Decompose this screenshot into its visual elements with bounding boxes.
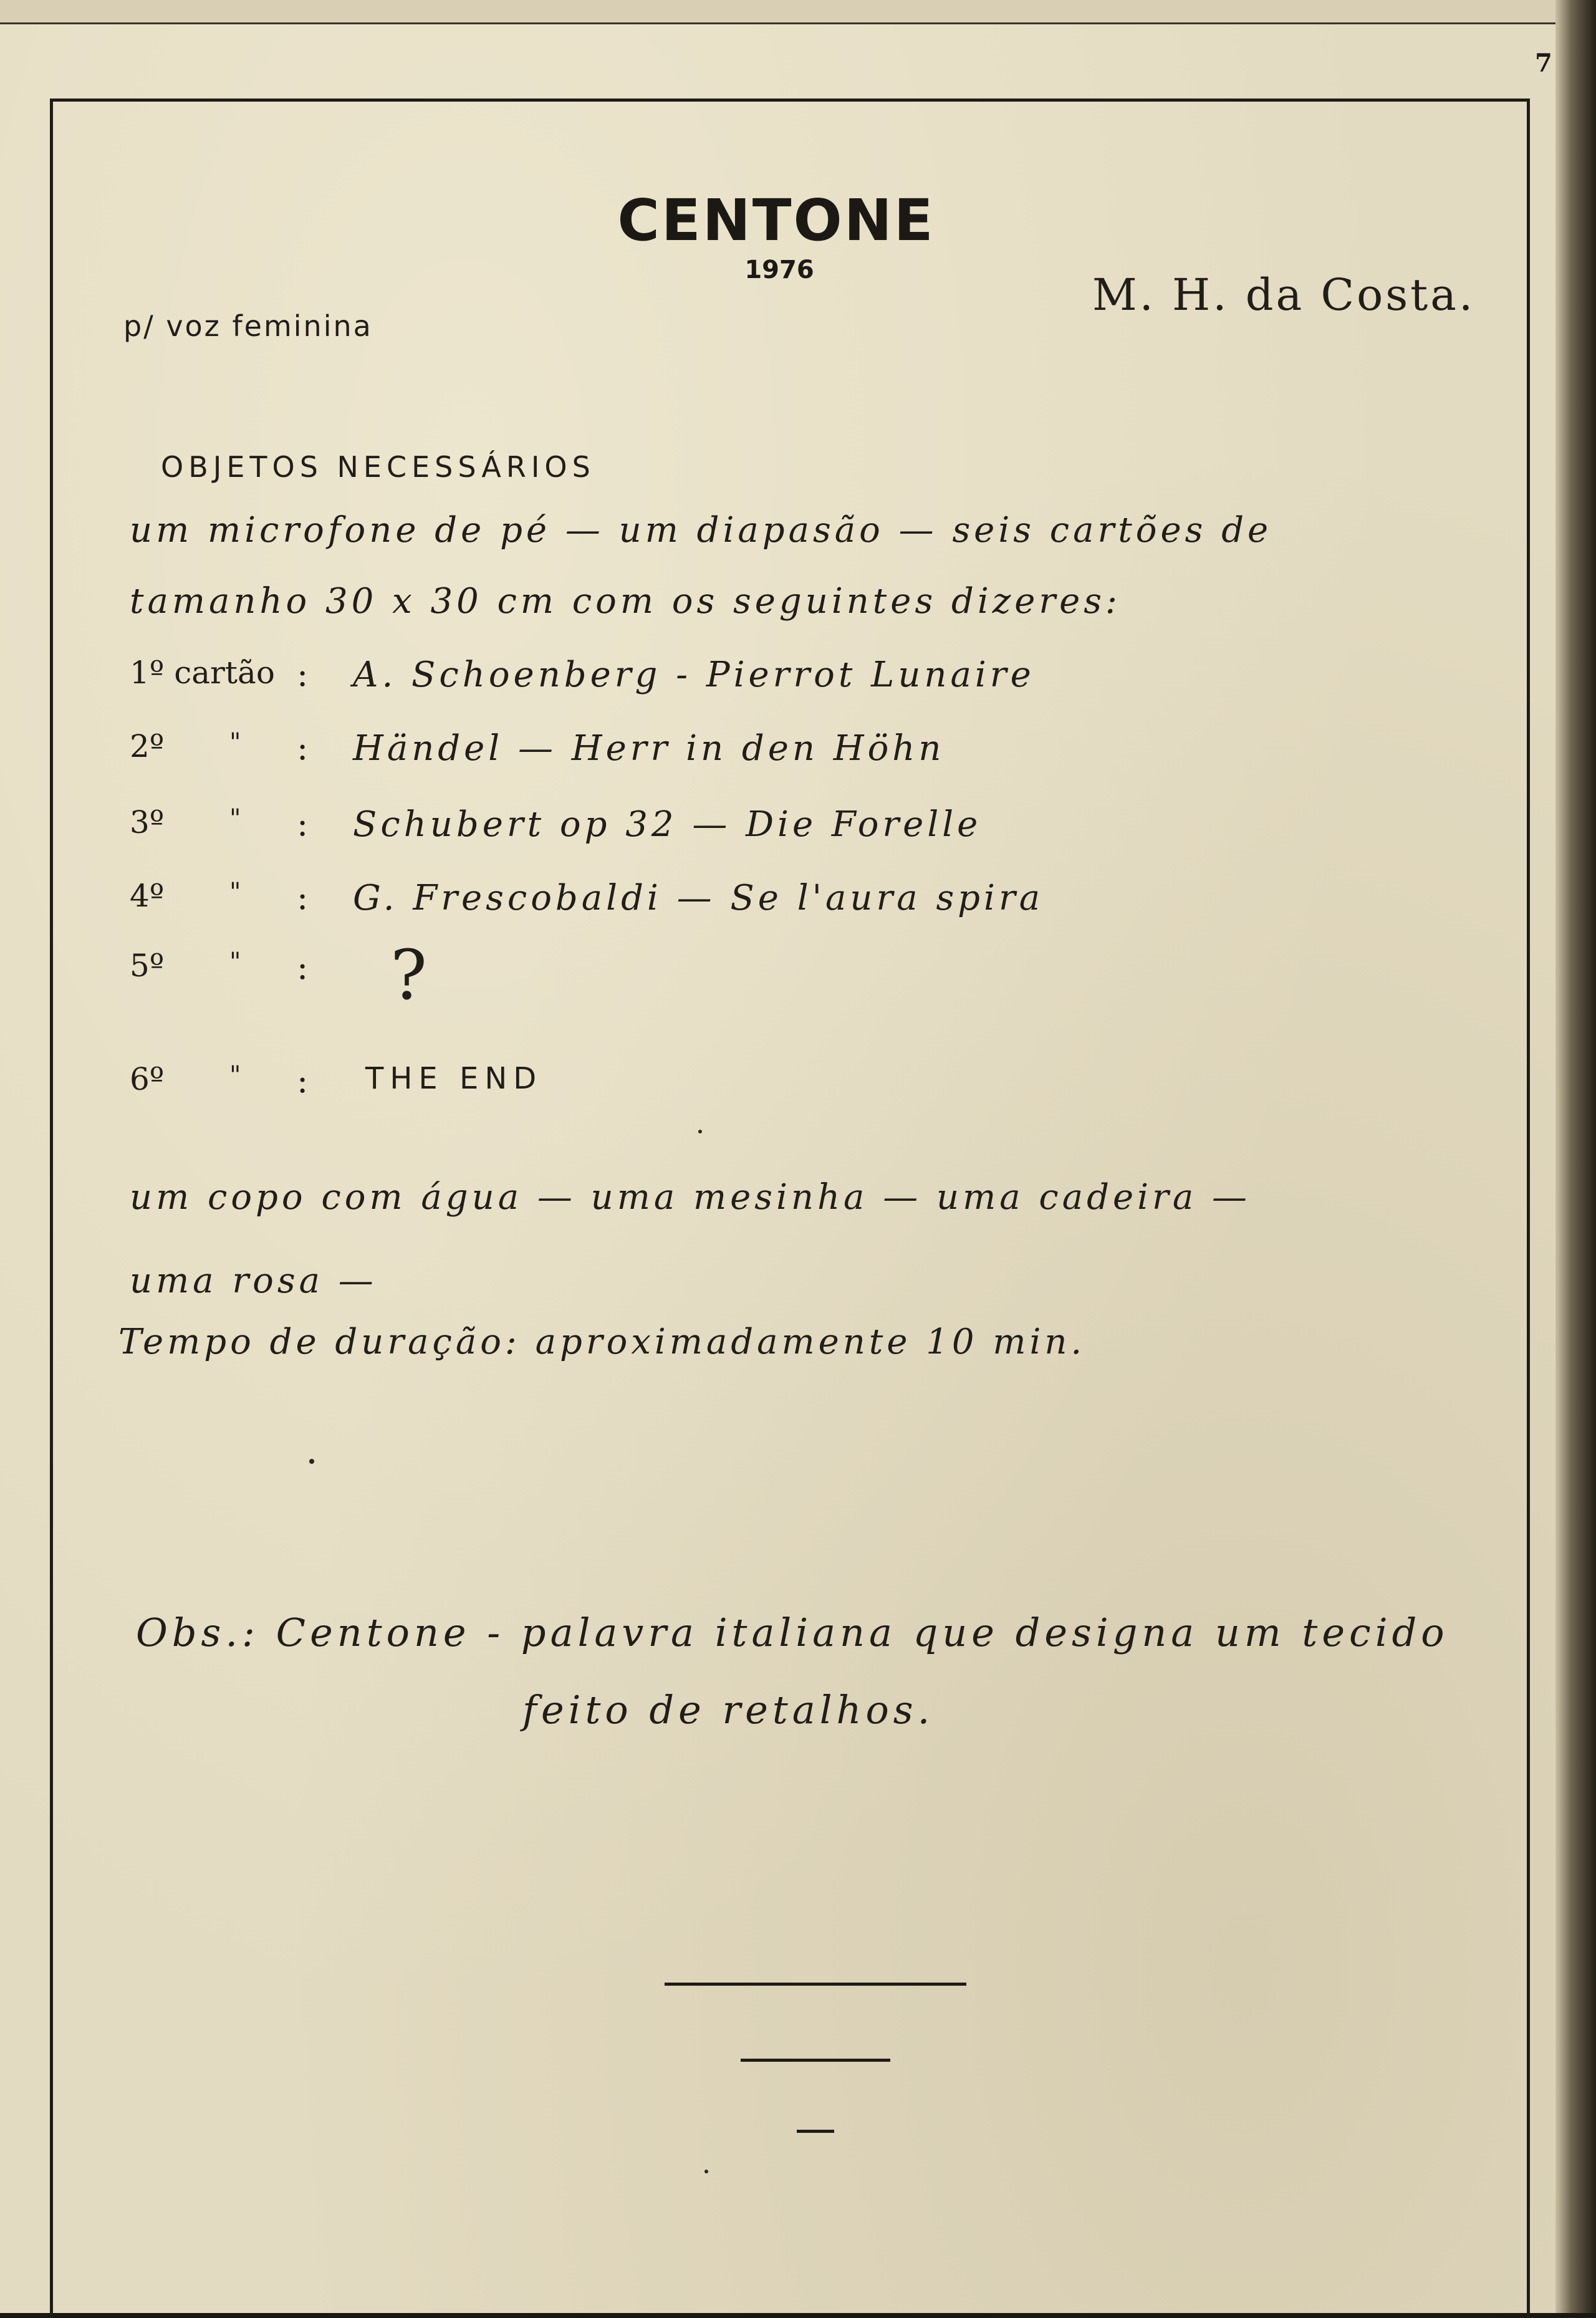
card-text: G. Frescobaldi — Se l'aura spira bbox=[353, 878, 1044, 918]
card-number: 3º bbox=[130, 804, 165, 840]
card-number: 6º bbox=[130, 1061, 165, 1097]
closing-rule-short bbox=[797, 2130, 834, 2133]
objects-line-1: um microfone de pé — um diapasão — seis cartões de bbox=[130, 510, 1272, 551]
card-colon: : bbox=[297, 878, 309, 917]
card-colon: : bbox=[297, 1061, 309, 1100]
card-number: 5º bbox=[130, 948, 165, 984]
work-year: 1976 bbox=[744, 256, 814, 284]
closing-rule-long bbox=[665, 1983, 966, 1986]
closing-rule-medium bbox=[741, 2059, 890, 2062]
card-text: Händel — Herr in den Höhn bbox=[353, 728, 945, 769]
objects-line-4: uma rosa — bbox=[130, 1261, 377, 1301]
duration-line: Tempo de duração: aproximadamente 10 min. bbox=[118, 1322, 1086, 1362]
card-text: THE END bbox=[365, 1061, 543, 1096]
card-number: 1º cartão bbox=[130, 655, 275, 691]
card-colon: : bbox=[297, 804, 309, 844]
card-number: 2º bbox=[130, 728, 165, 764]
card-number: 4º bbox=[130, 878, 165, 914]
ditto-mark: " bbox=[229, 878, 241, 907]
card-text: A. Schoenberg - Pierrot Lunaire bbox=[353, 655, 1035, 695]
paper-speck bbox=[309, 1459, 314, 1464]
objects-line-3: um copo com água — uma mesinha — uma cadeira — bbox=[130, 1177, 1251, 1218]
card-colon: : bbox=[297, 948, 309, 987]
author: M. H. da Costa. bbox=[1092, 269, 1476, 320]
ditto-mark: " bbox=[229, 728, 241, 757]
card-colon: : bbox=[297, 728, 309, 767]
voice-designation: p/ voz feminina bbox=[123, 309, 373, 343]
observation-line-2: feito de retalhos. bbox=[522, 1687, 935, 1733]
card-text: ? bbox=[390, 935, 431, 1015]
paper-speck bbox=[704, 2170, 708, 2173]
objects-heading: OBJETOS NECESSÁRIOS bbox=[161, 450, 595, 484]
observation-line-1: Obs.: Centone - palavra italiana que designa um tecido bbox=[136, 1610, 1449, 1655]
ditto-mark: " bbox=[229, 948, 241, 976]
card-colon: : bbox=[297, 655, 309, 694]
paper-speck bbox=[698, 1130, 702, 1133]
page-number: 7 bbox=[1535, 49, 1552, 78]
ditto-mark: " bbox=[229, 1061, 241, 1090]
binding-edge bbox=[1555, 0, 1596, 2313]
objects-line-2: tamanho 30 x 30 cm com os seguintes dizeres: bbox=[130, 581, 1121, 622]
card-text: Schubert op 32 — Die Forelle bbox=[353, 804, 982, 845]
ditto-mark: " bbox=[229, 804, 241, 833]
top-edge bbox=[0, 0, 1555, 24]
work-title: CENTONE bbox=[617, 187, 935, 254]
